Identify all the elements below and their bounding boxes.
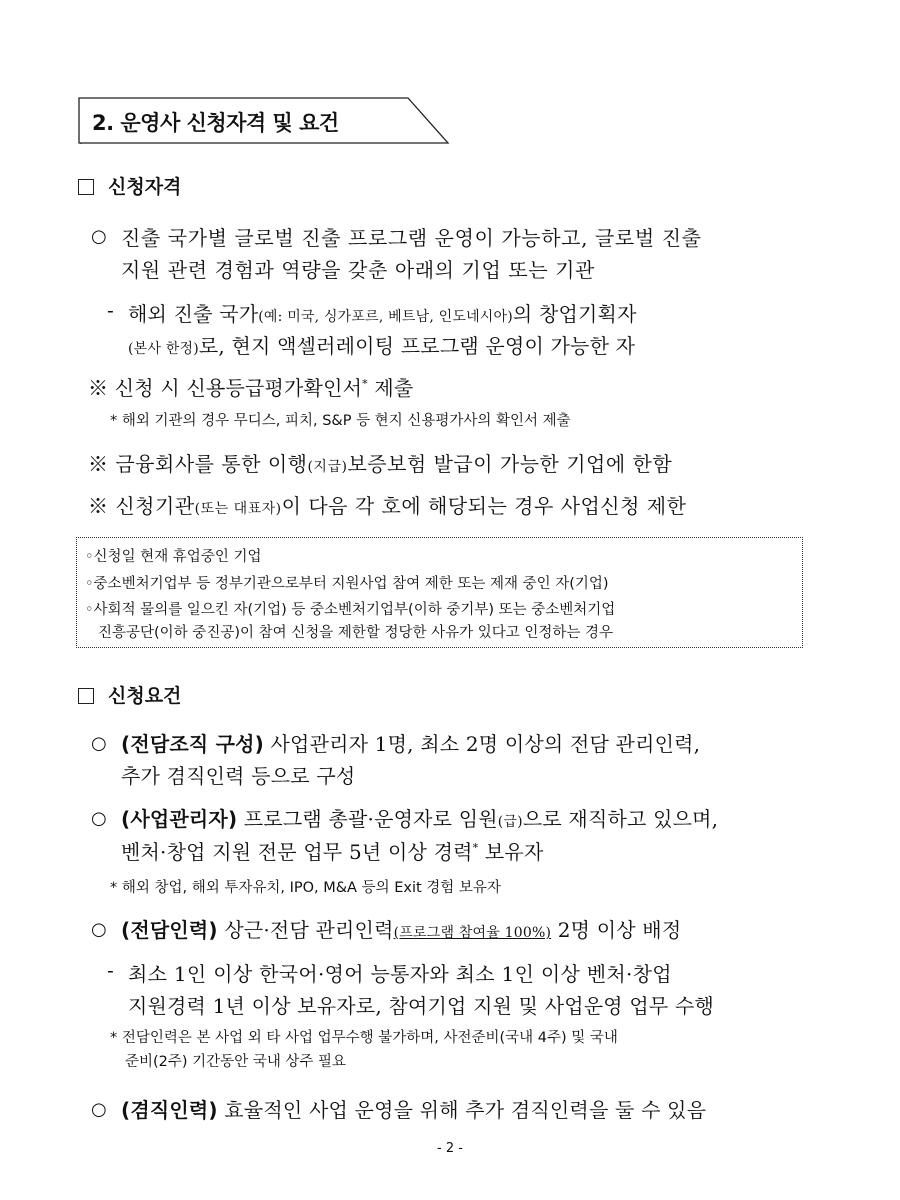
- qual-note1-footnote: * 해외 기관의 경우 무디스, 피치, S&P 등 현지 신용평가사의 확인서 제출: [110, 413, 571, 429]
- req-org-line2: 추가 겸직인력 등으로 구성: [121, 764, 356, 788]
- page-number: - 2 -: [437, 1141, 463, 1156]
- qual-note1: ※ 신청 시 신용등급평가확인서* 제출: [88, 376, 414, 400]
- req-staff-footnote-line2: 준비(2주) 기간동안 국내 상주 필요: [125, 1054, 347, 1070]
- qual-note2: ※ 금융회사를 통한 이행(지급)보증보험 발급이 가능한 기업에 한함: [88, 452, 673, 476]
- req-staff-sub-line2: 지원경력 1년 이상 보유자로, 참여기업 지원 및 사업운영 업무 수행: [128, 994, 715, 1018]
- req-staff-footnote-line1: * 전담인력은 본 사업 외 타 사업 업무수행 불가하며, 사전준비(국내 4주) 및 국내: [110, 1030, 618, 1046]
- circle-bullet-icon: ○: [91, 919, 107, 940]
- req-mgr-line2: 벤처·창업 지원 전문 업무 5년 이상 경력* 보유자: [121, 840, 544, 864]
- requirements-heading: 신청요건: [78, 681, 181, 708]
- req-org-line1: (전담조직 구성) 사업관리자 1명, 최소 2명 이상의 전담 관리인력,: [121, 732, 701, 756]
- qualification-heading: 신청자격: [78, 172, 181, 199]
- square-bullet-icon: [78, 179, 94, 195]
- restriction-item: ◦신청일 현재 휴업중인 기업: [85, 549, 262, 565]
- restriction-item-continued: 진흥공단(이하 중진공)이 참여 신청을 제한할 정당한 사유가 있다고 인정하는 경우: [98, 625, 614, 641]
- qual-item1-line1: 진출 국가별 글로벌 진출 프로그램 운영이 가능하고, 글로벌 진출: [121, 226, 702, 250]
- req-staff-sub-line1: 최소 1인 이상 한국어·영어 능통자와 최소 1인 이상 벤처·창업: [128, 962, 672, 986]
- circle-bullet-icon: ○: [91, 808, 107, 829]
- qual-item1-line2: 지원 관련 경험과 역량을 갖춘 아래의 기업 또는 기관: [121, 258, 595, 282]
- req-concurrent-line: (겸직인력) 효율적인 사업 운영을 위해 추가 겸직인력을 둘 수 있음: [121, 1098, 707, 1122]
- qual-sub1-line2: (본사 한정)로, 현지 액셀러레이팅 프로그램 운영이 가능한 자: [128, 334, 636, 358]
- circle-bullet-icon: ○: [91, 733, 107, 754]
- section-title-tab: [78, 97, 458, 145]
- circle-bullet-icon: ○: [91, 1099, 107, 1120]
- restriction-item: ◦중소벤처기업부 등 정부기관으로부터 지원사업 참여 제한 또는 제재 중인 자(기업): [85, 576, 609, 592]
- req-staff-line: (전담인력) 상근·전담 관리인력(프로그램 참여율 100%) 2명 이상 배정: [121, 918, 682, 942]
- dash-bullet: -: [107, 958, 114, 982]
- req-mgr-footnote: * 해외 창업, 해외 투자유치, IPO, M&A 등의 Exit 경험 보유자: [110, 880, 501, 896]
- restriction-item: ◦사회적 물의를 일으킨 자(기업) 등 중소벤처기업부(이하 중기부) 또는 중소벤처기업: [85, 602, 616, 618]
- dash-bullet: -: [107, 298, 114, 322]
- circle-bullet-icon: ○: [91, 226, 107, 247]
- qual-sub1-line1: 해외 진출 국가(예: 미국, 싱가포르, 베트남, 인도네시아)의 창업기획자: [128, 302, 637, 326]
- req-mgr-line1: (사업관리자) 프로그램 총괄·운영자로 임원(급)으로 재직하고 있으며,: [121, 807, 719, 831]
- qual-note3: ※ 신청기관(또는 대표자)이 다음 각 호에 해당되는 경우 사업신청 제한: [88, 494, 687, 518]
- section-title: 2. 운영사 신청자격 및 요건: [92, 111, 339, 135]
- square-bullet-icon: [78, 688, 94, 704]
